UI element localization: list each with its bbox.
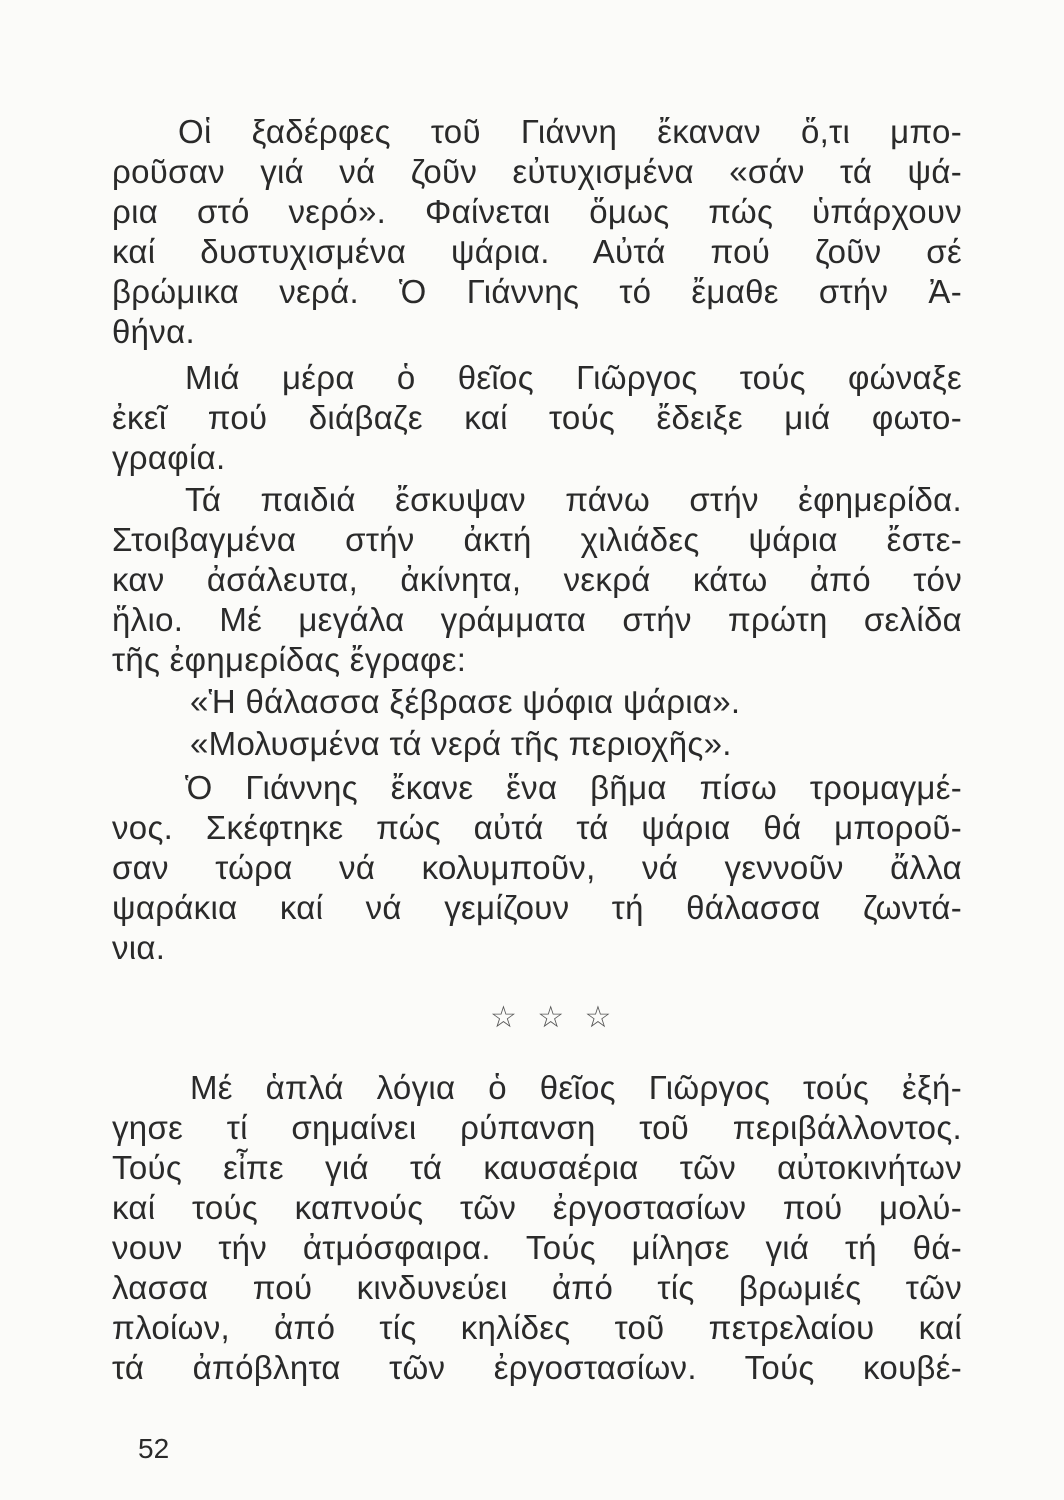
text-line: τῆς ἐφημερίδας ἔγραφε: [112, 641, 467, 678]
text-line: γησε τί σημαίνει ρύπανση τοῦ περιβάλλοντος. [112, 1109, 962, 1146]
text-line: νια. [112, 929, 166, 966]
text-line: βρώμικα νερά. Ὁ Γιάννης τό ἔμαθε στήν Ἀ- [112, 273, 962, 310]
text-line: ροῦσαν γιά νά ζοῦν εὐτυχισμένα «σάν τά ψά- [112, 153, 962, 190]
text-line: ἥλιο. Μέ μεγάλα γράμματα στήν πρώτη σελίδα [112, 601, 962, 638]
text-line: γραφία. [112, 439, 226, 476]
text-line: Μέ ἁπλά λόγια ὁ θεῖος Γιῶργος τούς ἐξή- [190, 1069, 962, 1106]
text-line: Ὁ Γιάννης ἔκανε ἕνα βῆμα πίσω τρομαγμέ- [185, 769, 962, 806]
text-line: Μιά μέρα ὁ θεῖος Γιῶργος τούς φώναξε [185, 359, 962, 396]
text-line: ψαράκια καί νά γεμίζουν τή θάλασσα ζωντά- [112, 889, 962, 926]
text-line: καί δυστυχισμένα ψάρια. Αὐτά πού ζοῦν σέ [112, 233, 962, 270]
text-line: τά ἀπόβλητα τῶν ἐργοστασίων. Τούς κουβέ- [112, 1349, 962, 1386]
text-line: Οἱ ξαδέρφες τοῦ Γιάννη ἔκαναν ὅ,τι μπο- [178, 113, 962, 150]
text-line: Τά παιδιά ἔσκυψαν πάνω στήν ἐφημερίδα. [185, 481, 962, 518]
text-line: πλοίων, ἀπό τίς κηλίδες τοῦ πετρελαίου καί [112, 1309, 962, 1346]
quote-line: «Ἡ θάλασσα ξέβρασε ψόφια ψάρια». [190, 683, 741, 720]
text-line: σαν τώρα νά κολυμποῦν, νά γεννοῦν ἄλλα [112, 849, 962, 886]
text-line: καν ἀσάλευτα, ἀκίνητα, νεκρά κάτω ἀπό τόν [112, 561, 962, 598]
section-separator-stars: ☆ ☆ ☆ [490, 1001, 618, 1034]
text-line: Στοιβαγμένα στήν ἀκτή χιλιάδες ψάρια ἔστε- [112, 521, 962, 558]
text-line: νος. Σκέφτηκε πώς αὐτά τά ψάρια θά μποροῦ- [112, 809, 962, 846]
quote-line: «Μολυσμένα τά νερά τῆς περιοχῆς». [190, 725, 732, 762]
text-line: καί τούς καπνούς τῶν ἐργοστασίων πού μολύ- [112, 1189, 962, 1226]
text-line: Τούς εἶπε γιά τά καυσαέρια τῶν αὐτοκινήτων [112, 1149, 962, 1186]
page-number: 52 [138, 1433, 170, 1464]
text-line: ρια στό νερό». Φαίνεται ὅμως πώς ὑπάρχουν [112, 193, 962, 230]
text-line: θήνα. [112, 313, 195, 350]
text-line: ἐκεῖ πού διάβαζε καί τούς ἔδειξε μιά φωτο- [112, 399, 962, 436]
text-line: νουν τήν ἀτμόσφαιρα. Τούς μίλησε γιά τή θά- [112, 1229, 962, 1266]
text-line: λασσα πού κινδυνεύει ἀπό τίς βρωμιές τῶν [112, 1269, 962, 1306]
